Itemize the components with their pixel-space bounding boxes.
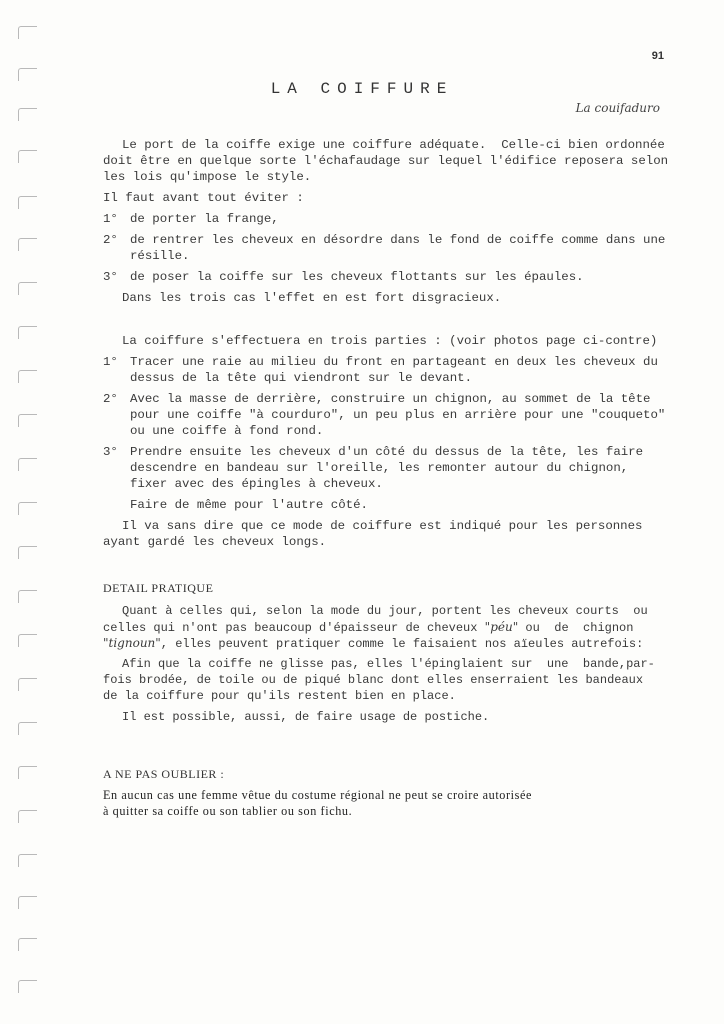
detail-line: Il est possible, aussi, de faire usage de postiche. <box>122 710 490 724</box>
intro-line: les lois qu'impose le style. <box>103 170 312 184</box>
detail-line: fois brodée, de toile ou de piqué blanc dont elles enserraient les bandeaux <box>103 673 644 687</box>
step-number: 3° <box>103 445 118 459</box>
detail-line: de la coiffure pour qu'ils restent bien en place. <box>103 689 456 703</box>
detail-heading: DETAIL PRATIQUE <box>103 581 214 595</box>
detail-line: Afin que la coiffe ne glisse pas, elles l'épinglaient sur une bande,par- <box>122 657 655 671</box>
page-subtitle: La couifaduro <box>575 101 660 115</box>
steps-intro: La coiffure s'effectuera en trois parties : (voir photos page ci-contre) <box>122 334 658 348</box>
closing-line: ayant gardé les cheveux longs. <box>103 535 327 549</box>
avoid-line: Il faut avant tout éviter : <box>103 191 304 205</box>
other-side-line: Faire de même pour l'autre côté. <box>130 498 368 512</box>
step-line: ou une coiffe à fond rond. <box>130 424 324 438</box>
step-line: Prendre ensuite les cheveux d'un côté du dessus de la tête, les faire <box>130 445 644 459</box>
reminder-line: à quitter sa coiffe ou son tablier ou son fichu. <box>103 804 353 818</box>
detail-line: Quant à celles qui, selon la mode du jour, portent les cheveux courts ou <box>122 604 648 618</box>
step-line: fixer avec des épingles à cheveux. <box>130 477 383 491</box>
step-line: descendre en bandeau sur l'oreille, les remonter autour du chignon, <box>130 461 629 475</box>
detail-line: celles qui n'ont pas beaucoup d'épaisseur de cheveux "péu" ou de chignon <box>103 620 634 635</box>
page-title: LA COIFFURE <box>270 80 454 98</box>
step-number: 1° <box>103 355 118 369</box>
reminder-line: En aucun cas une femme vêtue du costume régional ne peut se croire autorisée <box>103 788 533 802</box>
list-item: de rentrer les cheveux en désordre dans le fond de coiffe comme dans une <box>130 233 666 247</box>
word-tignoun: "tignoun" <box>103 636 161 650</box>
list-item: résille. <box>130 249 190 263</box>
reminder-heading: A NE PAS OUBLIER : <box>103 767 225 781</box>
step-line: Tracer une raie au milieu du front en partageant en deux les cheveux du <box>130 355 658 369</box>
step-line: pour une coiffe "à courduro", un peu plus en arrière pour une "couqueto" <box>130 408 666 422</box>
binder-holes <box>10 0 40 1024</box>
list-item: de poser la coiffe sur les cheveux flottants sur les épaules. <box>130 270 584 284</box>
conclusion-line: Dans les trois cas l'effet en est fort disgracieux. <box>122 291 502 305</box>
page-number: 91 <box>651 50 664 62</box>
intro-line: Le port de la coiffe exige une coiffure adéquate. Celle-ci bien ordonnée <box>122 138 665 152</box>
step-number: 2° <box>103 392 118 406</box>
list-number: 3° <box>103 270 118 284</box>
step-line: dessus de la tête qui viendront sur le devant. <box>130 371 473 385</box>
word-peu: "péu" <box>484 620 519 634</box>
detail-line: "tignoun", elles peuvent pratiquer comme le faisaient nos aïeules autrefois: <box>103 636 644 651</box>
list-item: de porter la frange, <box>130 212 279 226</box>
step-line: Avec la masse de derrière, construire un chignon, au sommet de la tête <box>130 392 651 406</box>
list-number: 1° <box>103 212 118 226</box>
list-number: 2° <box>103 233 118 247</box>
closing-line: Il va sans dire que ce mode de coiffure est indiqué pour les personnes <box>122 519 643 533</box>
intro-line: doit être en quelque sorte l'échafaudage sur lequel l'édifice reposera selon <box>103 154 669 168</box>
